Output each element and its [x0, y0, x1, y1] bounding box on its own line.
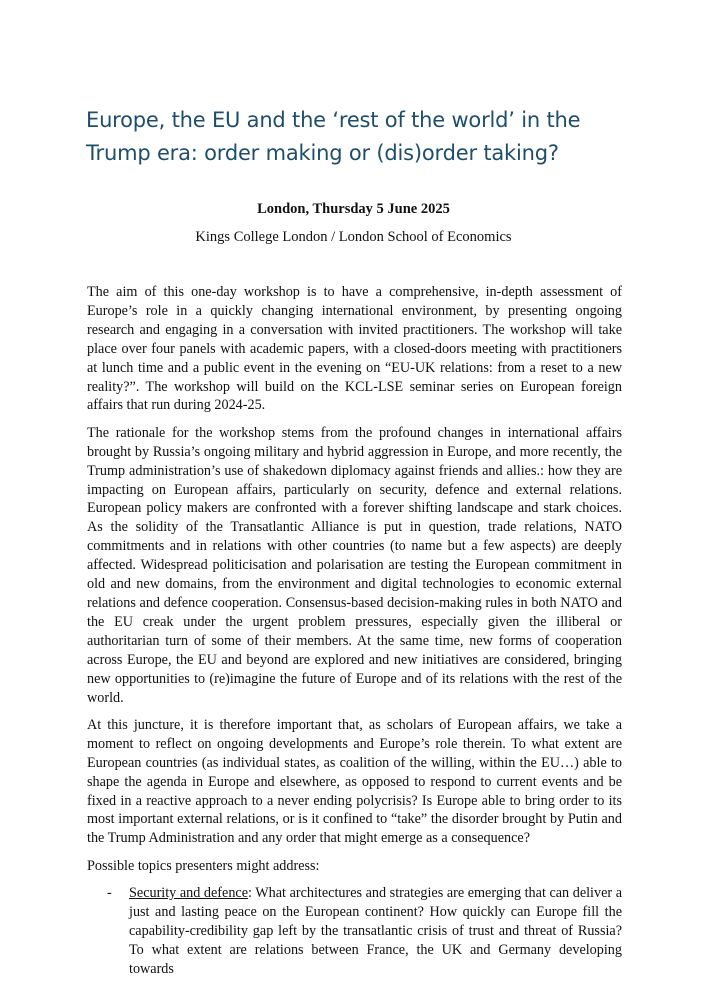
- document-title: Europe, the EU and the ‘rest of the world’ in the Trump era: order making or (dis)order taking?: [86, 108, 581, 165]
- list-bullet: -: [107, 885, 112, 902]
- list-item: [87, 884, 622, 979]
- paragraph-juncture: At this juncture, it is therefore important that, as scholars of European affairs, we take a moment to reflect on ongoing developments and Europe’s role therein. To what extent are European countries (as individual states, as coalition of the willing, within the EU…) able to shape the agenda in Europe and elsewhere, as opposed to respond to current events and be fixed in a reactive approach to a never ending polycrisis? Is Europe able to bring order to its most important external relations, or is it confined to “take” the disorder brought by Putin and the Trump Administration and any order that might emerge as a consequence?: [87, 716, 622, 847]
- document-body: [87, 283, 622, 979]
- event-date: London, Thursday 5 June 2025: [257, 201, 450, 217]
- paragraph-aim: The aim of this one-day workshop is to have a comprehensive, in-depth assessment of Europe’s role in a quickly changing international environment, by presenting ongoing research and engaging in a conversation with invited practitioners. The workshop will take place over four panels with academic papers, with a closed-doors meeting with practitioners at lunch time and a public event in the evening on “EU-UK relations: from a reset to a new reality?”. The workshop will build on the KCL-LSE seminar series on European foreign affairs that run during 2024-25.: [87, 284, 622, 414]
- topic-text: : What architectures and strategies are emerging that can deliver a just and lasting peace on the European continent? How quickly can Europe fill the capability-credibility gap left by the transatlantic crisis of trust and threat of Russia? To what extent are relations between France, the UK and Germany developing towards: [129, 885, 622, 977]
- paragraph-rationale: The rationale for the workshop stems from the profound changes in international affairs brought by Russia’s ongoing military and hybrid aggression in Europe, and more recently, the Trump administration’s use of shakedown diplomacy against friends and allies.: how they are impacting on European affairs, particularly on security, defence and external relations. European policy makers are confronted with a forever shifting landscape and stark choices. As the solidity of the Transatlantic Alliance is put in question, trade relations, NATO commitments and in relations with other countries (to name but a few aspects) are deeply affected. Widespread politicisation and polarisation are testing the European commitment in old and new domains, from the environment and digital technologies to economic external relations and defence cooperation. Consensus-based decision-making rules in both NATO and the EU creak under the urgent problem pressures, especially given the illiberal or authoritarian turn of some of their members. At the same time, new forms of cooperation across Europe, the EU and beyond are explored and new initiatives are considered, bringing new opportunities to (re)imagine the future of Europe and of its relations with the rest of the world.: [87, 424, 622, 706]
- topics-intro: Possible topics presenters might address:: [87, 857, 320, 874]
- topics-list: [87, 884, 622, 979]
- event-venue: Kings College London / London School of Economics: [195, 229, 512, 245]
- topic-heading: Security and defence: [129, 885, 249, 902]
